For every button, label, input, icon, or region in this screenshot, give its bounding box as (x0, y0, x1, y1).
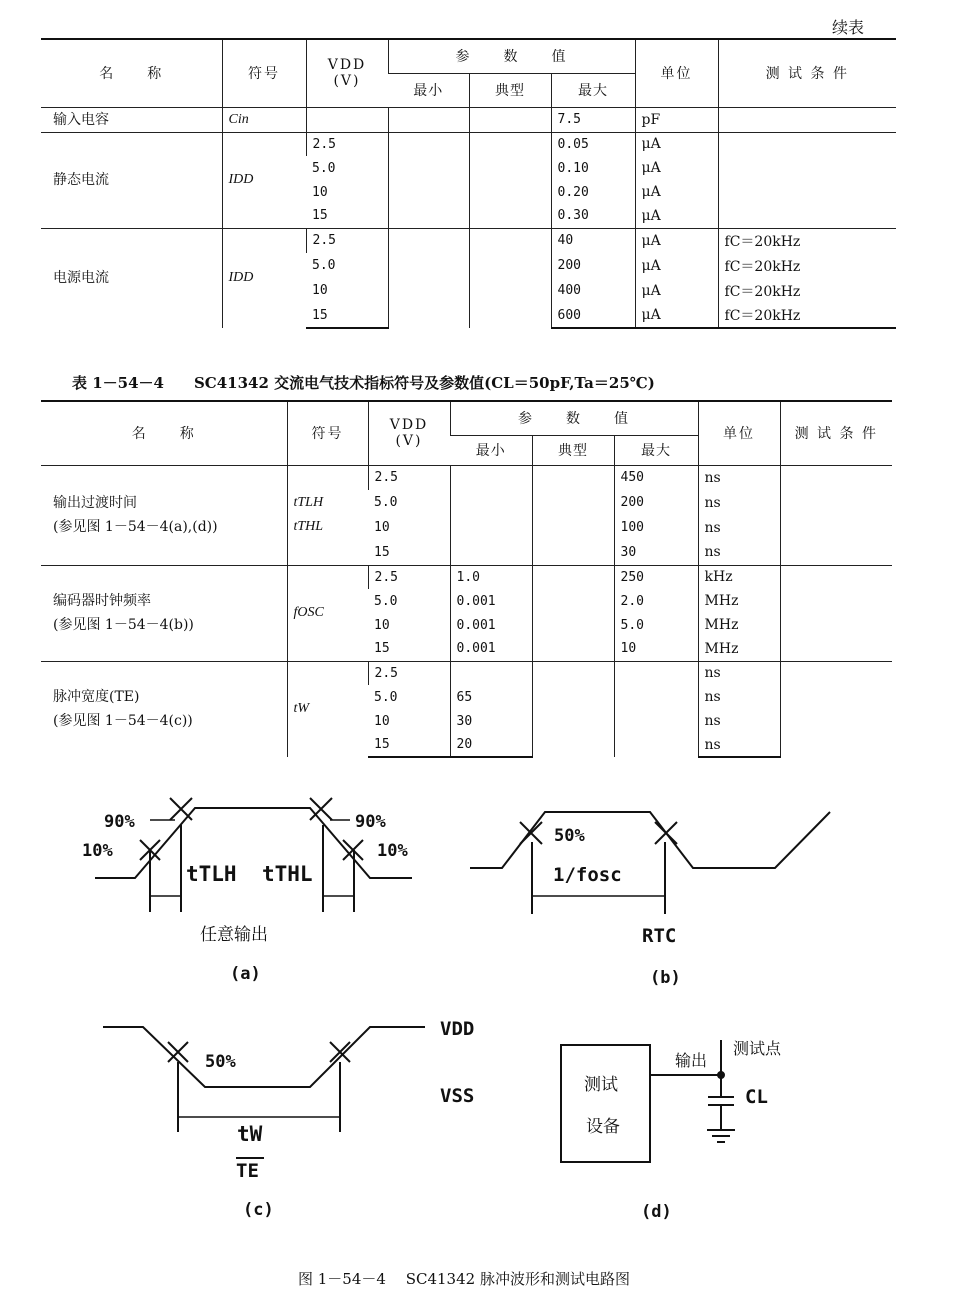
table-row: 10 0.001 5.0 MHz (41, 613, 892, 637)
label-10-left: 10% (82, 841, 113, 861)
col-min: 最小 (450, 435, 532, 465)
table-row: 输入电容 Cin 7.5 pF (41, 107, 896, 132)
table-row: 15 0.001 10 MHz (41, 637, 892, 661)
label-period: 1/fosc (553, 864, 622, 886)
label-10-right: 10% (377, 841, 408, 861)
table-row: 5.0 200 ns (41, 490, 892, 515)
table-row: 5.0 200 μA fC＝20kHz (41, 253, 896, 278)
label-90-left: 90% (104, 812, 135, 832)
waveform-c (103, 1027, 425, 1158)
table-row: 输出过渡时间 (参见图 1－54－4(a),(d)) tTLH tTHL 2.5 450 ns (41, 465, 892, 490)
col-unit: 单位 (698, 401, 780, 465)
figure-caption: 图 1－54－4 SC41342 脉冲波形和测试电路图 (298, 1270, 630, 1288)
figure-label-b: (b) (650, 968, 681, 988)
table-caption: 表 1－54－4 SC41342 交流电气技术指标符号及参数值(CL＝50pF,Ta＝25℃) (72, 374, 655, 392)
col-vdd: VDD (V) (368, 401, 450, 465)
col-cond: 测 试 条 件 (780, 401, 892, 465)
table-row: 10 30 ns (41, 709, 892, 733)
table-row: 5.0 0.10 μA (41, 156, 896, 180)
col-max: 最大 (614, 435, 698, 465)
figure-label-a: (a) (230, 964, 261, 984)
label-50-c: 50% (205, 1052, 236, 1072)
col-vdd: VDD (V) (306, 39, 388, 107)
col-param: 参 数 值 (450, 401, 698, 435)
label-ttlh: tTLH (186, 862, 237, 886)
label-50-b: 50% (554, 826, 585, 846)
col-symbol: 符号 (287, 401, 368, 465)
label-vss: VSS (440, 1085, 475, 1107)
label-90-right: 90% (355, 812, 386, 832)
label-test-equipment-2: 设备 (586, 1117, 620, 1137)
col-symbol: 符号 (222, 39, 306, 107)
label-vdd: VDD (440, 1018, 475, 1040)
label-rtc: RTC (642, 925, 677, 947)
label-output: 输出 (675, 1051, 708, 1070)
table-row: 15 600 μA fC＝20kHz (41, 303, 896, 328)
table-row: 脉冲宽度(TE) (参见图 1－54－4(c)) tW 2.5 ns (41, 661, 892, 685)
label-any-output: 任意输出 (200, 925, 268, 945)
col-typ: 典型 (532, 435, 614, 465)
col-name: 名 称 (41, 39, 222, 107)
continued-label: 续表 (831, 18, 864, 37)
col-max: 最大 (551, 73, 635, 107)
label-test-point: 测试点 (733, 1039, 782, 1058)
col-unit: 单位 (635, 39, 718, 107)
table-row: 电源电流 IDD 2.5 40 μA fC＝20kHz (41, 228, 896, 253)
col-min: 最小 (388, 73, 469, 107)
table-row: 10 100 ns (41, 515, 892, 540)
col-typ: 典型 (469, 73, 551, 107)
label-test-equipment-1: 测试 (584, 1075, 618, 1095)
table-row: 10 400 μA fC＝20kHz (41, 278, 896, 303)
table-row: 10 0.20 μA (41, 180, 896, 204)
label-tthl: tTHL (262, 862, 313, 886)
table-row: 5.0 65 ns (41, 685, 892, 709)
test-circuit-d (561, 1040, 735, 1162)
table-row: 编码器时钟频率 (参见图 1－54－4(b)) fOSC 2.5 1.0 250 kHz (41, 565, 892, 589)
figure-label-c: (c) (243, 1200, 274, 1220)
table-row: 静态电流 IDD 2.5 0.05 μA (41, 132, 896, 156)
col-cond: 测 试 条 件 (718, 39, 896, 107)
table-row: 15 20 ns (41, 733, 892, 757)
label-te: TE (236, 1160, 259, 1182)
table-row: 5.0 0.001 2.0 MHz (41, 589, 892, 613)
col-param: 参 数 值 (388, 39, 635, 73)
label-cl: CL (745, 1086, 768, 1108)
label-tw: tW (237, 1122, 263, 1146)
table-row: 15 30 ns (41, 540, 892, 565)
table-row: 15 0.30 μA (41, 204, 896, 228)
waveform-b (470, 812, 830, 914)
figure-label-d: (d) (641, 1202, 672, 1222)
col-name: 名 称 (41, 401, 287, 465)
